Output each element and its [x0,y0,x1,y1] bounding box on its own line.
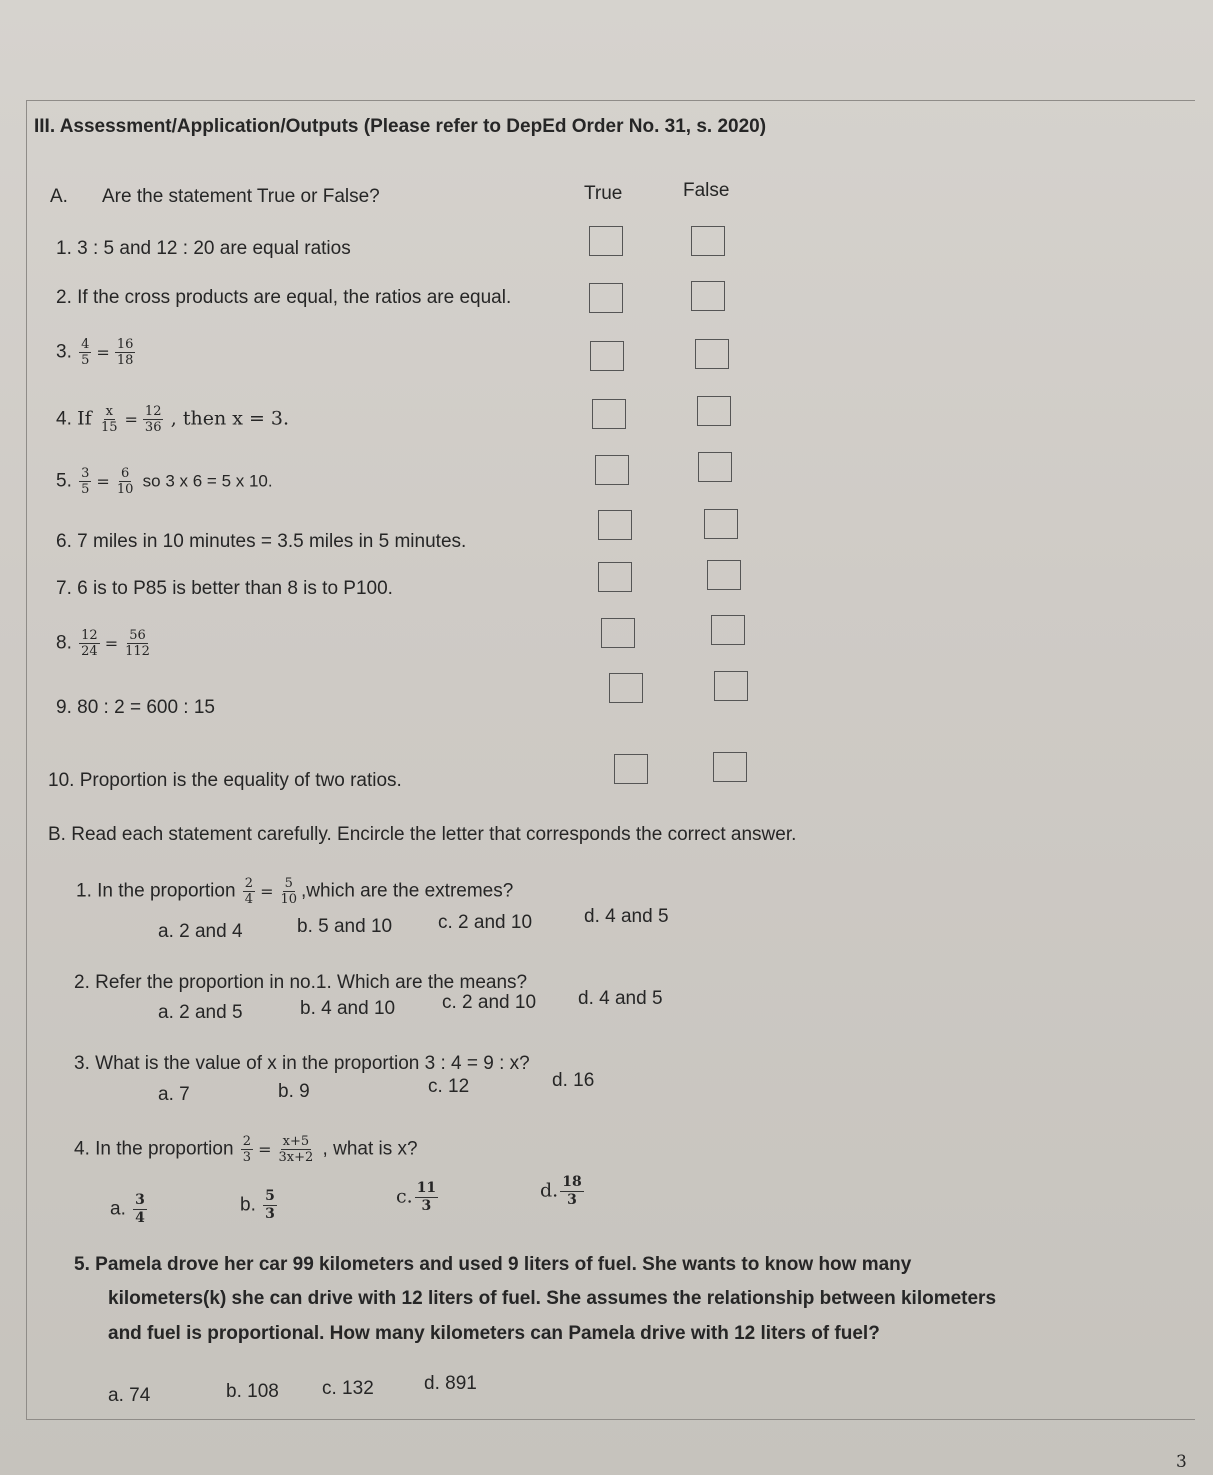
a-item-7: 7. 6 is to P85 is better than 8 is to P100. [56,578,393,599]
b4-choice-c[interactable]: c. $\frac{11}{3}$ [396,1180,437,1214]
b1-choice-a[interactable]: a. 2 and 4 [158,921,243,942]
a-item-10: 10. Proportion is the equality of two ratios. [48,770,402,791]
a8-true-checkbox[interactable] [601,618,635,648]
section-heading: III. Assessment/Application/Outputs (Please refer to DepEd Order No. 31, s. 2020) [34,116,767,137]
b2-choice-b[interactable]: b. 4 and 10 [300,998,396,1019]
a9-false-checkbox[interactable] [714,671,748,701]
a-item-6: 6. 7 miles in 10 minutes = 3.5 miles in 5 minutes. [56,531,467,552]
b-question-4: 4. In the proportion $\frac{2}{3}$ = $\frac{x+5}{3x+2}$ , what is x? [74,1134,418,1165]
b4-choice-a[interactable]: a. $\frac{3}{4}$ [110,1192,145,1226]
fraction: $\frac{12}{36}$ [144,404,162,435]
part-b-instruction: B. Read each statement carefully. Encircle the letter that corresponds the correct answer. [48,824,797,845]
fraction: $\frac{16}{18}$ [116,337,134,368]
fraction: $\frac{56}{112}$ [125,628,150,659]
a5-true-checkbox[interactable] [595,455,629,485]
a6-true-checkbox[interactable] [598,510,632,540]
true-column-header: True [584,183,623,204]
a10-true-checkbox[interactable] [614,754,648,784]
a8-false-checkbox[interactable] [711,615,745,645]
a-item-1: 1. 3 : 5 and 12 : 20 are equal ratios [56,238,351,259]
a3-false-checkbox[interactable] [695,339,729,369]
a2-true-checkbox[interactable] [589,283,623,313]
fraction: $\frac{x}{15}$ [100,404,118,435]
a1-true-checkbox[interactable] [589,226,623,256]
b4-choice-b[interactable]: b. $\frac{5}{3}$ [240,1188,275,1222]
fraction: $\frac{6}{10}$ [116,466,134,497]
b2-choice-a[interactable]: a. 2 and 5 [158,1002,243,1023]
b5-choice-c[interactable]: c. 132 [322,1378,374,1399]
b1-choice-d[interactable]: d. 4 and 5 [584,906,669,927]
b-question-2: 2. Refer the proportion in no.1. Which are the means? [74,972,528,993]
a9-true-checkbox[interactable] [609,673,643,703]
b-question-3: 3. What is the value of x in the proportion 3 : 4 = 9 : x? [74,1053,530,1074]
b1-choice-c[interactable]: c. 2 and 10 [438,912,533,933]
fraction: $\frac{12}{24}$ [81,628,98,659]
b-question-5-line-2: kilometers(k) she can drive with 12 liters of fuel. She assumes the relationship between kilometers [108,1288,997,1309]
b4-choice-d[interactable]: d. $\frac{18}{3}$ [540,1174,582,1208]
b3-choice-d[interactable]: d. 16 [552,1070,595,1091]
a7-true-checkbox[interactable] [598,562,632,592]
a-item-5: 5. $\frac{3}{5}$ = $\frac{6}{10}$ so 3 x 6 = 5 x 10. [56,466,273,497]
a-item-4: 4. If $\frac{x}{15}$ = $\frac{12}{36}$ , then x = 3. [56,404,290,435]
fraction: $\frac{4}{5}$ [81,337,90,368]
a-item-9: 9. 80 : 2 = 600 : 15 [56,697,216,718]
fraction: $\frac{2}{4}$ [244,876,254,907]
a1-false-checkbox[interactable] [691,226,725,256]
b3-choice-c[interactable]: c. 12 [428,1076,470,1097]
a-item-2: 2. If the cross products are equal, the ratios are equal. [56,287,512,308]
a5-false-checkbox[interactable] [698,452,732,482]
page-number: 3 [1176,1452,1187,1472]
a-item-3: 3. $\frac{4}{5}$ = $\frac{16}{18}$ [56,337,134,368]
b3-choice-b[interactable]: b. 9 [278,1081,310,1102]
b5-choice-d[interactable]: d. 891 [424,1373,477,1394]
b-question-5-line-1: 5. Pamela drove her car 99 kilometers and used 9 liters of fuel. She wants to know how many [74,1254,912,1275]
b3-choice-a[interactable]: a. 7 [158,1084,190,1105]
a3-true-checkbox[interactable] [590,341,624,371]
a4-false-checkbox[interactable] [697,396,731,426]
a-item-8: 8. $\frac{12}{24}$ = $\frac{56}{112}$ [56,628,150,659]
a2-false-checkbox[interactable] [691,281,725,311]
b2-choice-d[interactable]: d. 4 and 5 [578,988,663,1009]
a10-false-checkbox[interactable] [713,752,747,782]
a7-false-checkbox[interactable] [707,560,741,590]
b-question-1: 1. In the proportion $\frac{2}{4}$ = $\frac{5}{10}$ ,which are the extremes? [76,876,514,907]
fraction: $\frac{3}{5}$ [81,466,90,497]
b5-choice-a[interactable]: a. 74 [108,1385,151,1406]
a4-true-checkbox[interactable] [592,399,626,429]
b-question-5-line-3: and fuel is proportional. How many kilometers can Pamela drive with 12 liters of fuel? [108,1323,880,1344]
fraction: $\frac{x+5}{3x+2}$ [278,1134,314,1165]
b5-choice-b[interactable]: b. 108 [226,1381,279,1402]
false-column-header: False [683,180,730,201]
part-a-label: A. [50,186,68,207]
b1-choice-b[interactable]: b. 5 and 10 [297,916,393,937]
fraction: $\frac{5}{10}$ [280,876,298,907]
a6-false-checkbox[interactable] [704,509,738,539]
fraction: $\frac{2}{3}$ [242,1134,252,1165]
part-a-instruction: Are the statement True or False? [102,186,380,207]
b2-choice-c[interactable]: c. 2 and 10 [442,992,537,1013]
